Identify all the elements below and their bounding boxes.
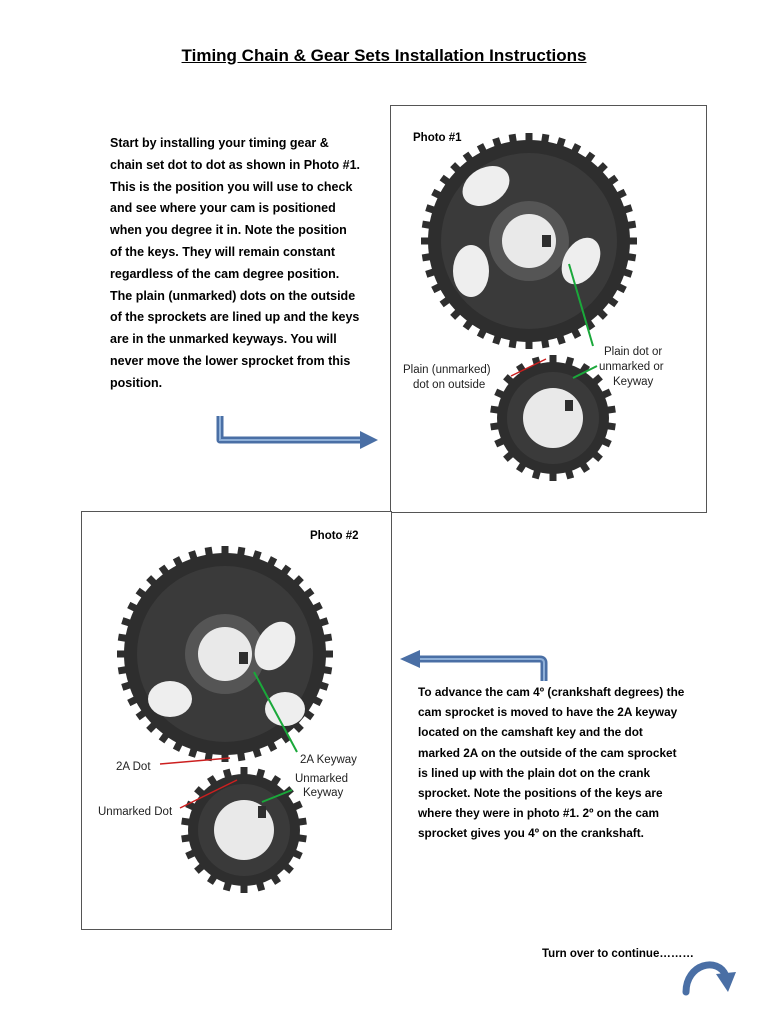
photo-2-label: Photo #2 — [310, 530, 359, 542]
photo-1-anno-keyway-1: Plain dot or — [604, 346, 663, 358]
instruction-paragraph-2: To advance the cam 4º (crankshaft degrees) the cam sprocket is moved to have the 2A keyway located on the camshaft key and the dot marked 2A on the outside of the cam sprocket is lined up with the plain dot on the crank sprocket. Note the positions of the keys are where they were in photo #1. 2º on the cam sprocket gives you 4º on the crankshaft. — [418, 685, 685, 841]
arrow-left-icon — [396, 645, 556, 685]
photo-2-frame — [81, 511, 392, 930]
cam-sprocket-icon — [421, 133, 637, 349]
page-title: Timing Chain & Gear Sets Installation Instructions — [181, 46, 587, 65]
photo-2-anno-unmarked-keyway-1: Unmarked — [295, 773, 349, 785]
photo-1-label: Photo #1 — [413, 132, 462, 144]
photo-2-anno-2a-dot: 2A Dot — [116, 761, 151, 773]
photo-1-anno-plain-dot-2: dot on outside — [413, 379, 486, 391]
turn-over-arrow-icon — [678, 950, 740, 996]
arrow-right-icon — [212, 414, 384, 454]
crank-sprocket-icon — [490, 355, 616, 481]
photo-2-anno-unmarked-keyway-2: Keyway — [303, 787, 344, 799]
turn-over-note: Turn over to continue……… — [542, 948, 694, 960]
photo-1-anno-plain-dot-1: Plain (unmarked) — [403, 364, 491, 376]
photo-1-anno-keyway-3: Keyway — [613, 376, 654, 388]
photo-2-anno-unmarked-dot: Unmarked Dot — [98, 806, 173, 818]
instruction-paragraph-1: Start by installing your timing gear & chain set dot to dot as shown in Photo #1. This is the position you will use to check and see where your cam is positioned when you degree it in. Note the position of the keys. They will remain constant regardless of the cam degree position. The plain (unmarked) dots on the outside of the sprockets are lined up and the keys are in the unmarked keyways. You will never move the lower sprocket from this position. — [110, 136, 361, 390]
photo-2-gear-illustration — [82, 512, 391, 929]
photo-1-anno-keyway-2: unmarked or — [599, 361, 664, 373]
photo-1-frame — [390, 105, 707, 513]
cam-sprocket-icon — [117, 546, 333, 762]
crank-sprocket-icon — [181, 767, 307, 893]
photo-2-anno-2a-keyway: 2A Keyway — [300, 754, 357, 766]
photo-1-gear-illustration — [391, 106, 706, 512]
